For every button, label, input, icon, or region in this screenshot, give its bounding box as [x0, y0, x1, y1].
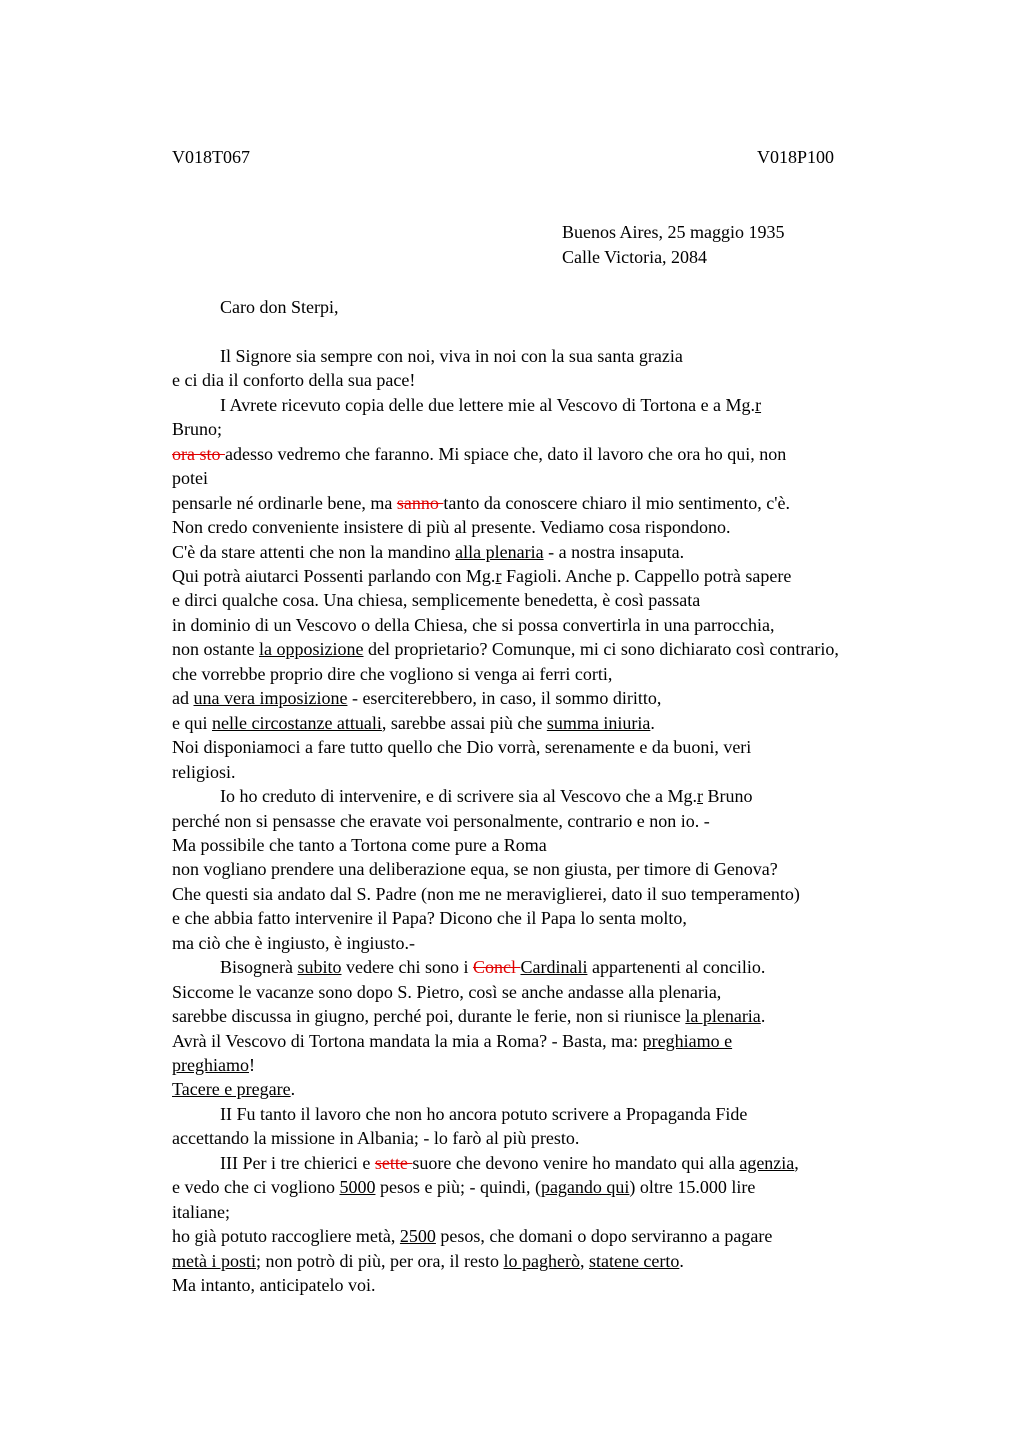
- text-line: [172, 1077, 962, 1101]
- deleted-text: ora sto: [172, 443, 225, 464]
- text-line: [172, 637, 962, 661]
- text-segment: tanto da conoscere chiaro il mio sentimento, c'è.: [443, 492, 791, 513]
- sender-address: [562, 220, 785, 269]
- text-line: perché non si pensasse che eravate voi personalmente, contrario e non io. -: [172, 810, 710, 831]
- text-line: religiosi.: [172, 761, 236, 782]
- text-line: [172, 1249, 962, 1273]
- text-line: [172, 393, 962, 417]
- text-segment: sarebbe discussa in giugno, perché poi, durante le ferie, non si riunisce: [172, 1006, 686, 1027]
- text-segment: Qui potrà aiutarci Possenti parlando con Mg.: [172, 565, 496, 586]
- deleted-text: Concl: [472, 957, 521, 978]
- text-segment: III Per i tre chierici e: [220, 1152, 375, 1173]
- text-segment: .: [760, 1006, 766, 1027]
- text-segment: Bruno: [703, 786, 753, 807]
- text-line: accettando la missione in Albania; - lo farò al più presto.: [172, 1128, 580, 1149]
- underlined-text: la plenaria: [685, 1006, 761, 1027]
- salutation: Caro don Sterpi,: [220, 297, 339, 317]
- text-segment: vedere chi sono i: [341, 957, 473, 978]
- underlined-text: preghiamo: [172, 1055, 249, 1076]
- underlined-text: nelle circostanze attuali: [212, 712, 382, 733]
- text-segment: - eserciterebbero, in caso, il sommo diritto,: [347, 688, 662, 709]
- deleted-text: sette: [374, 1152, 413, 1173]
- text-segment: e vedo che ci vogliono: [172, 1177, 340, 1198]
- text-line: [172, 711, 962, 735]
- text-segment: pensarle né ordinarle bene, ma: [172, 492, 397, 513]
- text-segment: .: [679, 1250, 684, 1271]
- text-segment: ,: [794, 1152, 799, 1173]
- street-line: Calle Victoria, 2084: [562, 246, 708, 267]
- text-line: [172, 491, 962, 515]
- text-segment: ad: [172, 688, 194, 709]
- text-line: Ma intanto, anticipatelo voi.: [172, 1275, 376, 1296]
- text-line: in dominio di un Vescovo o della Chiesa, che si possa convertirla in una parrocchia,: [172, 614, 775, 635]
- text-line: non vogliano prendere una deliberazione equa, se non giusta, per timore di Genova?: [172, 859, 778, 880]
- underlined-text: agenzia: [739, 1152, 795, 1173]
- text-segment: C'è da stare attenti che non la mandino: [172, 541, 456, 562]
- text-line: potei: [172, 468, 208, 489]
- text-line: [172, 784, 962, 808]
- text-segment: e qui: [172, 712, 212, 733]
- underlined-text: r: [697, 786, 703, 807]
- blank-line: [172, 319, 962, 343]
- text-segment: ho già potuto raccogliere metà,: [172, 1226, 400, 1247]
- text-segment: !: [248, 1055, 255, 1076]
- text-line: che vorrebbe proprio dire che vogliono si venga ai ferri corti,: [172, 663, 613, 684]
- text-segment: .: [290, 1079, 296, 1100]
- text-line: [172, 442, 962, 466]
- text-line: [172, 564, 962, 588]
- text-line: Noi disponiamoci a fare tutto quello che Dio vorrà, serenamente e da buoni, veri: [172, 737, 752, 758]
- underlined-text: Cardinali: [520, 957, 588, 978]
- text-segment: non ostante: [172, 639, 259, 660]
- text-line: [172, 686, 962, 710]
- underlined-text: r: [755, 394, 762, 415]
- text-segment: I Avrete ricevuto copia delle due lettere mie al Vescovo di Tortona e a Mg.: [220, 394, 756, 415]
- document-code-right: V018P100: [757, 147, 835, 167]
- document-code-left: V018T067: [172, 147, 250, 167]
- text-segment: , sarebbe assai più che: [381, 712, 547, 733]
- text-line: [172, 1175, 962, 1199]
- underlined-text: una vera imposizione: [193, 688, 348, 709]
- text-line: e dirci qualche cosa. Una chiesa, semplicemente benedetta, è così passata: [172, 590, 701, 611]
- text-line: Siccome le vacanze sono dopo S. Pietro, così se anche andasse alla plenaria,: [172, 981, 722, 1002]
- underlined-text: summa iniuria: [546, 712, 651, 733]
- text-segment: pesos e più; - quindi, (: [375, 1177, 541, 1198]
- text-line: Non credo conveniente insistere di più al presente. Vediamo cosa rispondono.: [172, 517, 731, 538]
- text-segment: Bisognerà: [220, 957, 298, 978]
- text-line: [172, 1053, 962, 1077]
- underlined-text: subito: [297, 957, 342, 978]
- text-line: [172, 540, 962, 564]
- date-line: Buenos Aires, 25 maggio 1935: [562, 222, 785, 242]
- text-segment: Fagioli. Anche p. Cappello potrà sapere: [501, 565, 792, 586]
- underlined-text: Tacere e pregare: [172, 1079, 291, 1100]
- text-line: e ci dia il conforto della sua pace!: [172, 370, 416, 391]
- text-line: Bruno;: [172, 419, 223, 440]
- deleted-text: sanno: [396, 492, 444, 513]
- text-segment: suore che devono venire ho mandato qui alla: [412, 1152, 740, 1173]
- underlined-text: 2500: [399, 1226, 436, 1247]
- underlined-text: lo pagherò: [503, 1250, 580, 1271]
- text-line: Ma possibile che tanto a Tortona come pure a Roma: [172, 834, 547, 855]
- underlined-text: pagando qui: [540, 1177, 630, 1198]
- text-segment: .: [650, 712, 655, 733]
- text-segment: adesso vedremo che faranno. Mi spiace che, dato il lavoro che ora ho qui, non: [225, 443, 787, 464]
- text-line: e che abbia fatto intervenire il Papa? Dicono che il Papa lo senta molto,: [172, 908, 687, 929]
- text-segment: pesos, che domani o dopo serviranno a pagare: [435, 1226, 773, 1247]
- text-line: [172, 1151, 962, 1175]
- text-line: ma ciò che è ingiusto, è ingiusto.-: [172, 932, 415, 953]
- text-line: [172, 1224, 962, 1248]
- text-line: Il Signore sia sempre con noi, viva in noi con la sua santa grazia: [220, 345, 683, 366]
- underlined-text: 5000: [339, 1177, 376, 1198]
- underlined-text: la opposizione: [259, 639, 364, 660]
- underlined-text: r: [495, 565, 502, 586]
- text-segment: ; non potrò di più, per ora, il resto: [256, 1250, 504, 1271]
- letter-body: [172, 295, 962, 1298]
- text-segment: - a nostra insaputa.: [543, 541, 685, 562]
- underlined-text: metà i posti: [172, 1250, 256, 1271]
- underlined-text: preghiamo e: [642, 1030, 733, 1051]
- text-segment: appartenenti al concilio.: [587, 957, 766, 978]
- text-segment: del proprietario? Comunque, mi ci sono dichiarato così contrario,: [363, 639, 839, 660]
- text-line: [172, 955, 962, 979]
- underlined-text: alla plenaria: [455, 541, 544, 562]
- text-line: Che questi sia andato dal S. Padre (non me ne meraviglierei, dato il suo temperamento): [172, 883, 800, 904]
- text-line: [172, 1029, 962, 1053]
- underlined-text: statene certo: [588, 1250, 680, 1271]
- text-line: italiane;: [172, 1201, 230, 1222]
- text-segment: ) oltre 15.000 lire: [629, 1177, 756, 1198]
- text-segment: ,: [579, 1250, 589, 1271]
- text-segment: Avrà il Vescovo di Tortona mandata la mia a Roma? - Basta, ma:: [172, 1030, 643, 1051]
- text-line: [172, 1004, 962, 1028]
- text-segment: Io ho creduto di intervenire, e di scrivere sia al Vescovo che a Mg.: [220, 786, 697, 807]
- text-line: II Fu tanto il lavoro che non ho ancora potuto scrivere a Propaganda Fide: [220, 1103, 748, 1124]
